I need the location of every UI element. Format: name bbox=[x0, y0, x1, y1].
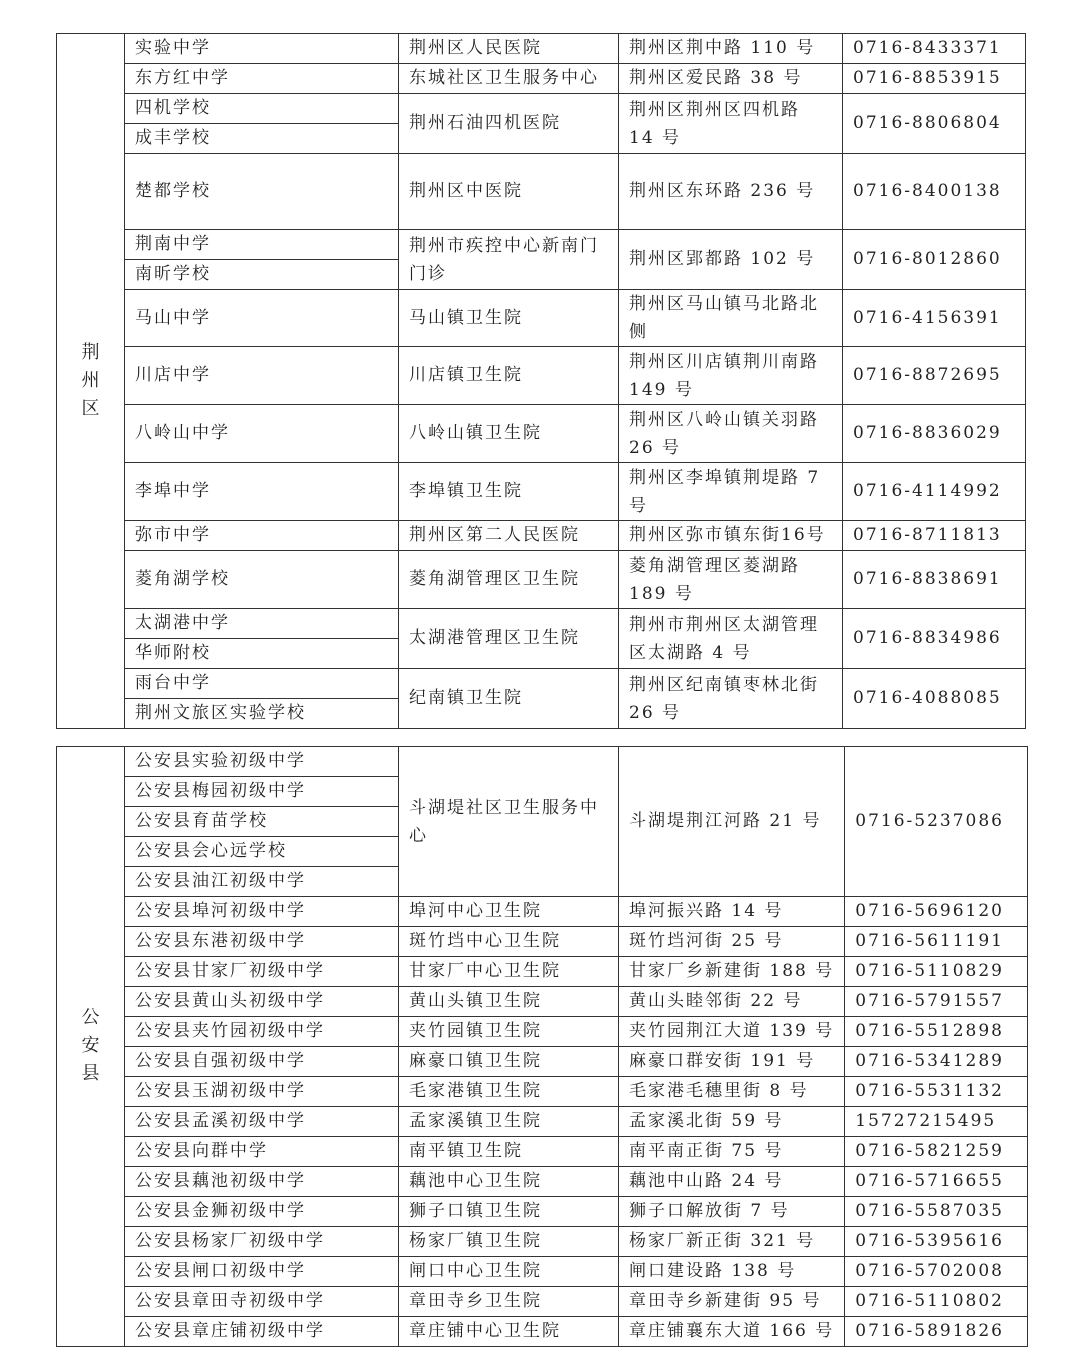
hospital-name: 太湖港管理区卫生院 bbox=[399, 609, 619, 669]
hospital-address: 荆州区八岭山镇关羽路 26 号 bbox=[619, 405, 843, 463]
hospital-phone: 0716-5891826 bbox=[845, 1317, 1028, 1347]
table-row bbox=[57, 1047, 1028, 1077]
school-name: 八岭山中学 bbox=[125, 405, 399, 463]
hospital-phone: 0716-8433371 bbox=[843, 34, 1026, 64]
hospital-address: 荆州区马山镇马北路北侧 bbox=[619, 290, 843, 347]
hospital-name: 荆州石油四机医院 bbox=[399, 94, 619, 154]
school-name: 公安县杨家厂初级中学 bbox=[125, 1227, 399, 1257]
hospital-address: 南平南正街 75 号 bbox=[619, 1137, 845, 1167]
school-name: 楚都学校 bbox=[125, 154, 399, 230]
table-row bbox=[57, 747, 1028, 777]
hospital-phone: 0716-5341289 bbox=[845, 1047, 1028, 1077]
table-row bbox=[57, 1137, 1028, 1167]
hospital-address: 荆州区弥市镇东街16号 bbox=[619, 521, 843, 551]
table-row bbox=[57, 1107, 1028, 1137]
hospital-phone: 0716-5702008 bbox=[845, 1257, 1028, 1287]
district-cell bbox=[57, 747, 125, 1347]
hospital-phone: 0716-8836029 bbox=[843, 405, 1026, 463]
hospital-name: 藕池中心卫生院 bbox=[399, 1167, 619, 1197]
hospital-address: 斗湖堤荆江河路 21 号 bbox=[619, 747, 845, 897]
hospital-name: 埠河中心卫生院 bbox=[399, 897, 619, 927]
hospital-phone: 15727215495 bbox=[845, 1107, 1028, 1137]
district-name: 荆州区 bbox=[81, 341, 100, 419]
hospital-name: 李埠镇卫生院 bbox=[399, 463, 619, 521]
hospital-address: 荆州区李埠镇荆堤路 7 号 bbox=[619, 463, 843, 521]
hospital-phone: 0716-4114992 bbox=[843, 463, 1026, 521]
hospital-phone: 0716-8834986 bbox=[843, 609, 1026, 669]
school-name: 公安县金狮初级中学 bbox=[125, 1197, 399, 1227]
school-name: 四机学校 bbox=[125, 94, 399, 124]
hospital-address: 藕池中山路 24 号 bbox=[619, 1167, 845, 1197]
hospital-name: 章田寺乡卫生院 bbox=[399, 1287, 619, 1317]
hospital-address: 荆州区爱民路 38 号 bbox=[619, 64, 843, 94]
hospital-phone: 0716-5531132 bbox=[845, 1077, 1028, 1107]
school-name: 川店中学 bbox=[125, 347, 399, 405]
school-name: 李埠中学 bbox=[125, 463, 399, 521]
school-name: 华师附校 bbox=[125, 639, 399, 669]
hospital-name: 菱角湖管理区卫生院 bbox=[399, 551, 619, 609]
table-row bbox=[57, 609, 1026, 639]
table-row bbox=[57, 34, 1026, 64]
table-row bbox=[57, 405, 1026, 463]
table-row bbox=[57, 957, 1028, 987]
hospital-name: 麻豪口镇卫生院 bbox=[399, 1047, 619, 1077]
hospital-address: 菱角湖管理区菱湖路 189 号 bbox=[619, 551, 843, 609]
school-name: 公安县会心远学校 bbox=[125, 837, 399, 867]
hospital-phone: 0716-8711813 bbox=[843, 521, 1026, 551]
table-row bbox=[57, 897, 1028, 927]
school-name: 东方红中学 bbox=[125, 64, 399, 94]
school-name: 荆南中学 bbox=[125, 230, 399, 260]
hospital-address: 荆州区郢都路 102 号 bbox=[619, 230, 843, 290]
school-name: 雨台中学 bbox=[125, 669, 399, 699]
school-name: 公安县章庄铺初级中学 bbox=[125, 1317, 399, 1347]
hospital-name: 狮子口镇卫生院 bbox=[399, 1197, 619, 1227]
hospital-phone: 0716-8400138 bbox=[843, 154, 1026, 230]
hospital-address: 荆州区荆州区四机路 14 号 bbox=[619, 94, 843, 154]
school-name: 公安县油江初级中学 bbox=[125, 867, 399, 897]
table-row bbox=[57, 1017, 1028, 1047]
hospital-phone: 0716-5821259 bbox=[845, 1137, 1028, 1167]
hospital-phone: 0716-8838691 bbox=[843, 551, 1026, 609]
school-name: 弥市中学 bbox=[125, 521, 399, 551]
hospital-phone: 0716-5696120 bbox=[845, 897, 1028, 927]
hospital-phone: 0716-5716655 bbox=[845, 1167, 1028, 1197]
hospital-name: 马山镇卫生院 bbox=[399, 290, 619, 347]
hospital-address: 荆州区荆中路 110 号 bbox=[619, 34, 843, 64]
hospital-phone: 0716-5791557 bbox=[845, 987, 1028, 1017]
hospital-phone: 0716-5110802 bbox=[845, 1287, 1028, 1317]
table-row bbox=[57, 64, 1026, 94]
school-name: 公安县东港初级中学 bbox=[125, 927, 399, 957]
school-hospital-table-gongan bbox=[56, 746, 1028, 1347]
school-name: 公安县黄山头初级中学 bbox=[125, 987, 399, 1017]
table-row bbox=[57, 230, 1026, 260]
hospital-address: 荆州区纪南镇枣林北街 26 号 bbox=[619, 669, 843, 729]
table-row bbox=[57, 551, 1026, 609]
hospital-name: 荆州区第二人民医院 bbox=[399, 521, 619, 551]
hospital-name: 夹竹园镇卫生院 bbox=[399, 1017, 619, 1047]
hospital-phone: 0716-5395616 bbox=[845, 1227, 1028, 1257]
hospital-name: 川店镇卫生院 bbox=[399, 347, 619, 405]
hospital-name: 南平镇卫生院 bbox=[399, 1137, 619, 1167]
hospital-address: 毛家港毛穗里街 8 号 bbox=[619, 1077, 845, 1107]
school-name: 公安县向群中学 bbox=[125, 1137, 399, 1167]
school-name: 公安县实验初级中学 bbox=[125, 747, 399, 777]
hospital-name: 荆州区人民医院 bbox=[399, 34, 619, 64]
hospital-name: 荆州区中医院 bbox=[399, 154, 619, 230]
table-row bbox=[57, 290, 1026, 347]
hospital-address: 甘家厂乡新建街 188 号 bbox=[619, 957, 845, 987]
school-name: 成丰学校 bbox=[125, 124, 399, 154]
hospital-address: 麻豪口群安街 191 号 bbox=[619, 1047, 845, 1077]
hospital-name: 纪南镇卫生院 bbox=[399, 669, 619, 729]
school-name: 马山中学 bbox=[125, 290, 399, 347]
hospital-phone: 0716-5611191 bbox=[845, 927, 1028, 957]
table-row bbox=[57, 1227, 1028, 1257]
school-name: 公安县埠河初级中学 bbox=[125, 897, 399, 927]
hospital-name: 荆州市疾控中心新南门门诊 bbox=[399, 230, 619, 290]
school-name: 荆州文旅区实验学校 bbox=[125, 699, 399, 729]
school-name: 南昕学校 bbox=[125, 260, 399, 290]
hospital-address: 孟家溪北街 59 号 bbox=[619, 1107, 845, 1137]
hospital-name: 闸口中心卫生院 bbox=[399, 1257, 619, 1287]
school-name: 公安县孟溪初级中学 bbox=[125, 1107, 399, 1137]
table-row bbox=[57, 463, 1026, 521]
table-row bbox=[57, 94, 1026, 124]
hospital-address: 狮子口解放街 7 号 bbox=[619, 1197, 845, 1227]
table-row bbox=[57, 987, 1028, 1017]
hospital-address: 章庄铺襄东大道 166 号 bbox=[619, 1317, 845, 1347]
table-row bbox=[57, 1287, 1028, 1317]
hospital-phone: 0716-8806804 bbox=[843, 94, 1026, 154]
district-cell bbox=[57, 34, 125, 729]
hospital-name: 孟家溪镇卫生院 bbox=[399, 1107, 619, 1137]
hospital-phone: 0716-8853915 bbox=[843, 64, 1026, 94]
hospital-address: 荆州市荆州区太湖管理区太湖路 4 号 bbox=[619, 609, 843, 669]
table-row bbox=[57, 1317, 1028, 1347]
hospital-phone: 0716-5512898 bbox=[845, 1017, 1028, 1047]
hospital-phone: 0716-5110829 bbox=[845, 957, 1028, 987]
hospital-address: 夹竹园荆江大道 139 号 bbox=[619, 1017, 845, 1047]
school-name: 公安县夹竹园初级中学 bbox=[125, 1017, 399, 1047]
table-row bbox=[57, 521, 1026, 551]
school-name: 太湖港中学 bbox=[125, 609, 399, 639]
hospital-address: 荆州区川店镇荆川南路 149 号 bbox=[619, 347, 843, 405]
table-row bbox=[57, 1077, 1028, 1107]
school-name: 公安县甘家厂初级中学 bbox=[125, 957, 399, 987]
school-name: 公安县玉湖初级中学 bbox=[125, 1077, 399, 1107]
district-name: 公安县 bbox=[81, 1007, 100, 1084]
table-row bbox=[57, 1257, 1028, 1287]
hospital-address: 斑竹垱河街 25 号 bbox=[619, 927, 845, 957]
table-row bbox=[57, 1167, 1028, 1197]
school-name: 公安县章田寺初级中学 bbox=[125, 1287, 399, 1317]
school-name: 公安县自强初级中学 bbox=[125, 1047, 399, 1077]
hospital-address: 章田寺乡新建街 95 号 bbox=[619, 1287, 845, 1317]
school-hospital-table-jingzhou bbox=[56, 33, 1026, 729]
hospital-address: 荆州区东环路 236 号 bbox=[619, 154, 843, 230]
hospital-phone: 0716-4088085 bbox=[843, 669, 1026, 729]
hospital-name: 东城社区卫生服务中心 bbox=[399, 64, 619, 94]
school-name: 菱角湖学校 bbox=[125, 551, 399, 609]
table-row bbox=[57, 669, 1026, 699]
school-name: 公安县梅园初级中学 bbox=[125, 777, 399, 807]
table-row bbox=[57, 1197, 1028, 1227]
hospital-phone: 0716-4156391 bbox=[843, 290, 1026, 347]
table-row bbox=[57, 347, 1026, 405]
hospital-phone: 0716-8012860 bbox=[843, 230, 1026, 290]
school-name: 公安县闸口初级中学 bbox=[125, 1257, 399, 1287]
school-name: 公安县藕池初级中学 bbox=[125, 1167, 399, 1197]
hospital-address: 埠河振兴路 14 号 bbox=[619, 897, 845, 927]
hospital-address: 黄山头睦邻街 22 号 bbox=[619, 987, 845, 1017]
school-name: 公安县育苗学校 bbox=[125, 807, 399, 837]
school-name: 实验中学 bbox=[125, 34, 399, 64]
hospital-phone: 0716-5237086 bbox=[845, 747, 1028, 897]
hospital-name: 斗湖堤社区卫生服务中心 bbox=[399, 747, 619, 897]
table-row bbox=[57, 154, 1026, 230]
hospital-address: 杨家厂新正街 321 号 bbox=[619, 1227, 845, 1257]
table-row bbox=[57, 927, 1028, 957]
hospital-name: 毛家港镇卫生院 bbox=[399, 1077, 619, 1107]
hospital-name: 甘家厂中心卫生院 bbox=[399, 957, 619, 987]
hospital-name: 八岭山镇卫生院 bbox=[399, 405, 619, 463]
hospital-phone: 0716-8872695 bbox=[843, 347, 1026, 405]
hospital-address: 闸口建设路 138 号 bbox=[619, 1257, 845, 1287]
hospital-name: 斑竹垱中心卫生院 bbox=[399, 927, 619, 957]
hospital-name: 章庄铺中心卫生院 bbox=[399, 1317, 619, 1347]
hospital-phone: 0716-5587035 bbox=[845, 1197, 1028, 1227]
hospital-name: 杨家厂镇卫生院 bbox=[399, 1227, 619, 1257]
hospital-name: 黄山头镇卫生院 bbox=[399, 987, 619, 1017]
